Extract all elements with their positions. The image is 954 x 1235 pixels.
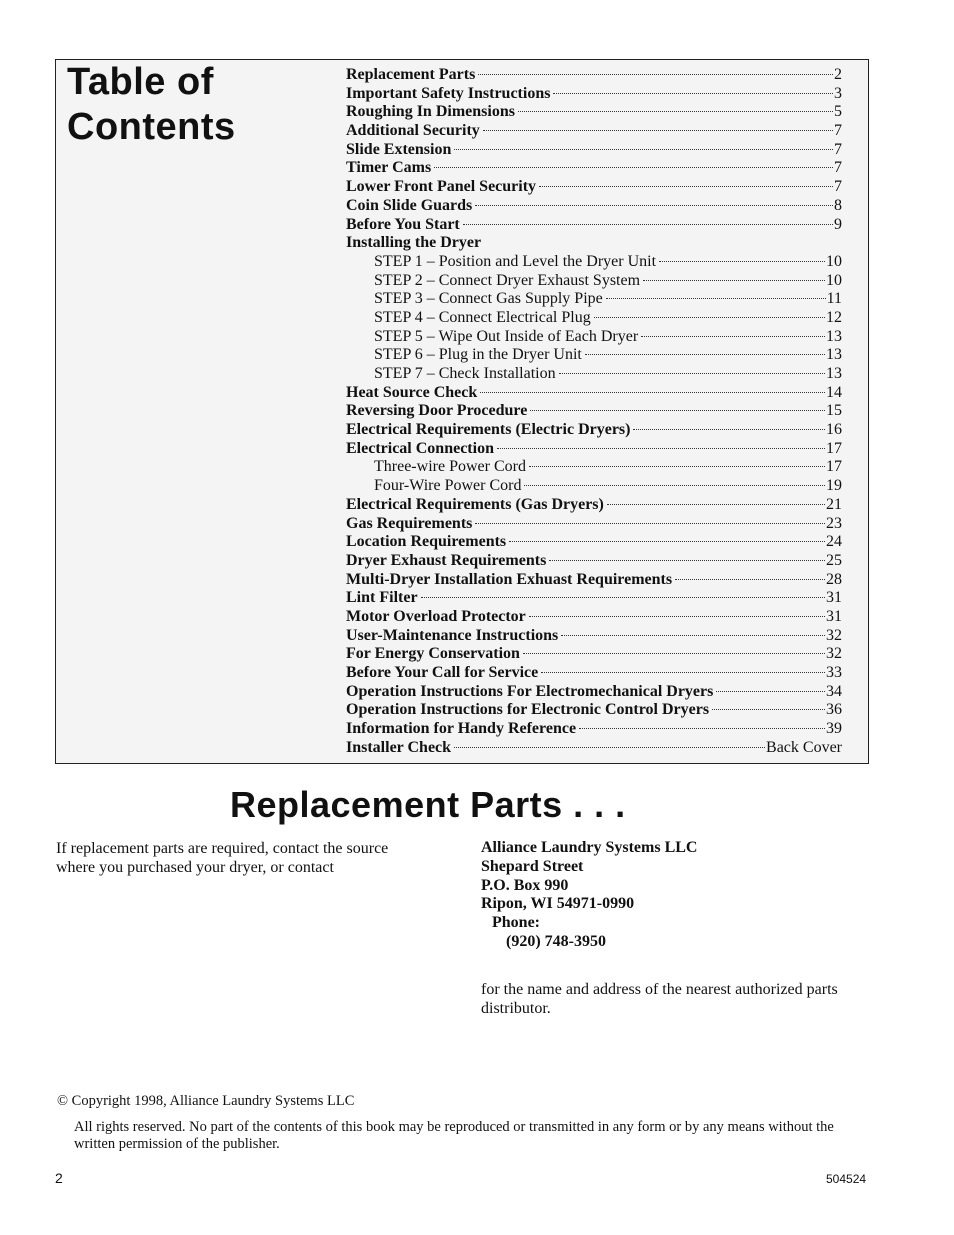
toc-leader-dots xyxy=(659,261,825,262)
toc-entry-page: 9 xyxy=(834,215,842,233)
toc-entry-label: Important Safety Instructions xyxy=(346,84,551,102)
toc-entry xyxy=(346,720,842,739)
toc-entry-label: STEP 5 – Wipe Out Inside of Each Dryer xyxy=(374,327,639,345)
toc-leader-dots xyxy=(549,560,825,561)
toc-entry-label: Replacement Parts xyxy=(346,66,476,83)
toc-entry-label: STEP 7 – Check Installation xyxy=(374,365,556,382)
toc-leader-dots xyxy=(529,616,825,617)
toc-leader-dots xyxy=(712,709,825,710)
toc-leader-dots xyxy=(529,466,825,467)
toc-leader-dots xyxy=(641,336,825,337)
toc-entry xyxy=(346,66,842,85)
toc-entry-label: STEP 4 – Connect Electrical Plug xyxy=(374,308,591,326)
toc-entry-label: Multi-Dryer Installation Exhuast Requirements xyxy=(346,570,673,588)
toc-leader-dots xyxy=(675,579,825,580)
toc-entry-label: Installing the Dryer xyxy=(346,234,482,252)
toc-entry-label: Roughing In Dimensions xyxy=(346,103,515,121)
company-name: Alliance Laundry Systems LLC xyxy=(481,839,698,856)
toc-entry-page: 11 xyxy=(826,290,842,308)
toc-leader-dots xyxy=(716,691,825,692)
toc-entry-label: Information for Handy Reference xyxy=(346,720,577,738)
toc-leader-dots xyxy=(454,747,765,748)
toc-entry-page: 12 xyxy=(826,308,842,326)
toc-entry xyxy=(346,496,842,515)
toc-entry-page: 3 xyxy=(834,84,842,102)
toc-entry-page: 33 xyxy=(826,664,842,681)
toc-entry-page: 32 xyxy=(826,626,842,644)
toc-entry-label: Lower Front Panel Security xyxy=(346,178,537,196)
toc-entry xyxy=(346,197,842,216)
toc-entry-label: Three-wire Power Cord xyxy=(374,458,526,476)
toc-leader-dots xyxy=(523,653,825,654)
toc-entry xyxy=(346,421,842,440)
toc-entry-page: 25 xyxy=(826,551,842,569)
toc-entry-label: Electrical Connection xyxy=(346,439,494,457)
copyright: © Copyright 1998, Alliance Laundry Systems LLC xyxy=(57,1093,355,1109)
toc-entry-page: 32 xyxy=(826,645,842,663)
city-state-zip: Ripon, WI 54971-0990 xyxy=(481,895,635,913)
toc-entry xyxy=(346,253,842,272)
toc-leader-dots xyxy=(561,635,825,636)
toc-entry xyxy=(346,477,842,496)
toc-entry-page: 13 xyxy=(826,346,842,364)
toc-entry xyxy=(346,141,842,160)
toc-entry-page: 16 xyxy=(826,421,842,439)
toc-leader-dots xyxy=(483,130,833,131)
toc-entry-label: Dryer Exhaust Requirements xyxy=(346,551,547,569)
toc-leader-dots xyxy=(480,392,825,393)
toc-entry-page: 7 xyxy=(834,159,842,177)
toc-entry-page: 7 xyxy=(834,178,842,196)
toc-leader-dots xyxy=(475,523,825,524)
toc-entry-label: For Energy Conservation xyxy=(346,645,520,663)
toc-entry xyxy=(346,458,842,477)
toc-leader-dots xyxy=(585,354,825,355)
toc-entry-page: 7 xyxy=(834,122,842,140)
toc-entry xyxy=(346,272,842,291)
toc-entry-page: 10 xyxy=(826,252,842,270)
toc-leader-dots xyxy=(633,429,825,430)
toc-entry-label: Motor Overload Protector xyxy=(346,607,526,625)
toc-entry-label: Timer Cams xyxy=(346,159,432,177)
toc-entry-page: 13 xyxy=(826,365,842,382)
toc-entry-page: 23 xyxy=(826,514,842,532)
toc-entry-page: 8 xyxy=(834,196,842,214)
toc-leader-dots xyxy=(579,728,825,729)
toc-leader-dots xyxy=(559,373,825,374)
toc-entry xyxy=(346,384,842,403)
toc-entry xyxy=(346,122,842,141)
toc-entry xyxy=(346,402,842,421)
toc-entry xyxy=(346,178,842,197)
toc-entry xyxy=(346,589,842,608)
toc-entry-label: Coin Slide Guards xyxy=(346,196,473,214)
toc-entry-page: 34 xyxy=(826,682,842,700)
toc-leader-dots xyxy=(606,298,826,299)
toc-entry-page: 10 xyxy=(826,271,842,289)
toc-entry-page: 2 xyxy=(834,66,842,83)
toc-entry-page: 28 xyxy=(826,570,842,588)
toc-entry-label: Operation Instructions for Electronic Control Dryers xyxy=(346,701,710,719)
toc-entry xyxy=(346,290,842,309)
toc-leader-dots xyxy=(524,485,825,486)
toc-entry xyxy=(346,346,842,365)
toc-entry-label: Electrical Requirements (Electric Dryers) xyxy=(346,421,631,439)
toc-entry-label: Gas Requirements xyxy=(346,514,473,532)
toc-entry-label: Reversing Door Procedure xyxy=(346,402,528,420)
toc-entry-label: STEP 6 – Plug in the Dryer Unit xyxy=(374,346,582,364)
toc-leader-dots xyxy=(530,410,825,411)
street: Shepard Street xyxy=(481,857,584,875)
toc-leader-dots xyxy=(553,93,833,94)
toc-entry-page: 31 xyxy=(826,589,842,607)
phone-label: Phone: xyxy=(492,914,540,932)
toc-entry xyxy=(346,328,842,347)
toc-entry-label: Four-Wire Power Cord xyxy=(374,477,522,495)
toc-entry-label: Operation Instructions For Electromechanical Dryers xyxy=(346,682,714,700)
toc-entry-label: STEP 2 – Connect Dryer Exhaust System xyxy=(374,271,641,289)
toc-entry xyxy=(346,365,842,384)
toc-leader-dots xyxy=(643,280,825,281)
rights-statement: All rights reserved. No part of the contents of this book may be reproduced or transmitted in any form or by any means without the written permission of the publisher. xyxy=(74,1119,834,1152)
toc-entry-page: 24 xyxy=(826,533,842,551)
po-box: P.O. Box 990 xyxy=(481,876,569,894)
toc-entry xyxy=(346,440,842,459)
toc-entry-label: Lint Filter xyxy=(346,589,418,607)
toc-leader-dots xyxy=(518,111,833,112)
toc-entry-page: 7 xyxy=(834,140,842,158)
toc-entry xyxy=(346,645,842,664)
toc-entry xyxy=(346,627,842,646)
toc-entry xyxy=(346,515,842,534)
phone-number: (920) 748-3950 xyxy=(506,932,606,950)
document-number: 504524 xyxy=(826,1172,867,1186)
toc-entry xyxy=(346,552,842,571)
toc-entry xyxy=(346,533,842,552)
intro-paragraph: If replacement parts are required, contact the source where you purchased your dryer, or contact xyxy=(56,840,389,876)
toc-leader-dots xyxy=(463,224,833,225)
table-of-contents xyxy=(55,59,869,764)
toc-entry xyxy=(346,739,842,758)
toc-entry-page: 13 xyxy=(826,327,842,345)
toc-entry-label: Heat Source Check xyxy=(346,383,478,401)
toc-leader-dots xyxy=(594,317,825,318)
toc-list xyxy=(346,66,842,757)
toc-leader-dots xyxy=(421,597,825,598)
toc-entry-label: Before Your Call for Service xyxy=(346,664,539,681)
outro-paragraph: for the name and address of the nearest authorized parts distributor. xyxy=(481,981,838,1017)
toc-entry-page: 17 xyxy=(826,458,842,476)
toc-entry-label: Before You Start xyxy=(346,215,460,233)
toc-entry-page: 31 xyxy=(826,607,842,625)
toc-entry xyxy=(346,159,842,178)
toc-entry-page: 15 xyxy=(826,402,842,420)
toc-entry-label: Installer Check xyxy=(346,738,452,756)
toc-leader-dots xyxy=(509,541,825,542)
toc-entry xyxy=(346,85,842,104)
toc-title: Table of Contents xyxy=(67,61,236,148)
toc-entry-page: 17 xyxy=(826,439,842,457)
toc-leader-dots xyxy=(541,672,825,673)
page-number: 2 xyxy=(55,1170,63,1186)
toc-entry-page: 14 xyxy=(826,383,842,401)
toc-entry xyxy=(346,664,842,683)
toc-entry-label: STEP 3 – Connect Gas Supply Pipe xyxy=(374,290,603,308)
toc-entry xyxy=(346,683,842,702)
toc-leader-dots xyxy=(539,186,833,187)
toc-entry-page: 21 xyxy=(826,495,842,513)
toc-entry-page: 5 xyxy=(834,103,842,121)
toc-entry xyxy=(346,571,842,590)
toc-entry-label: Electrical Requirements (Gas Dryers) xyxy=(346,495,604,513)
toc-entry xyxy=(346,234,842,253)
toc-leader-dots xyxy=(478,74,833,75)
toc-entry-label: Additional Security xyxy=(346,122,480,140)
toc-entry-page: 36 xyxy=(826,701,842,719)
toc-entry xyxy=(346,103,842,122)
section-title: Replacement Parts . . . xyxy=(230,784,626,825)
toc-entry xyxy=(346,608,842,627)
toc-leader-dots xyxy=(454,149,833,150)
toc-entry-label: Slide Extension xyxy=(346,140,452,158)
toc-entry-label: Location Requirements xyxy=(346,533,507,551)
contact-address xyxy=(481,839,881,952)
toc-entry-page: 19 xyxy=(826,477,842,495)
toc-entry xyxy=(346,701,842,720)
toc-entry-label: STEP 1 – Position and Level the Dryer Unit xyxy=(374,252,657,270)
toc-leader-dots xyxy=(607,504,825,505)
toc-leader-dots xyxy=(475,205,833,206)
toc-entry xyxy=(346,216,842,235)
toc-entry-label: User-Maintenance Instructions xyxy=(346,626,559,644)
toc-entry-page: 39 xyxy=(826,720,842,738)
toc-entry-page: Back Cover xyxy=(766,738,842,756)
toc-leader-dots xyxy=(497,448,825,449)
toc-entry xyxy=(346,309,842,328)
toc-leader-dots xyxy=(434,167,833,168)
